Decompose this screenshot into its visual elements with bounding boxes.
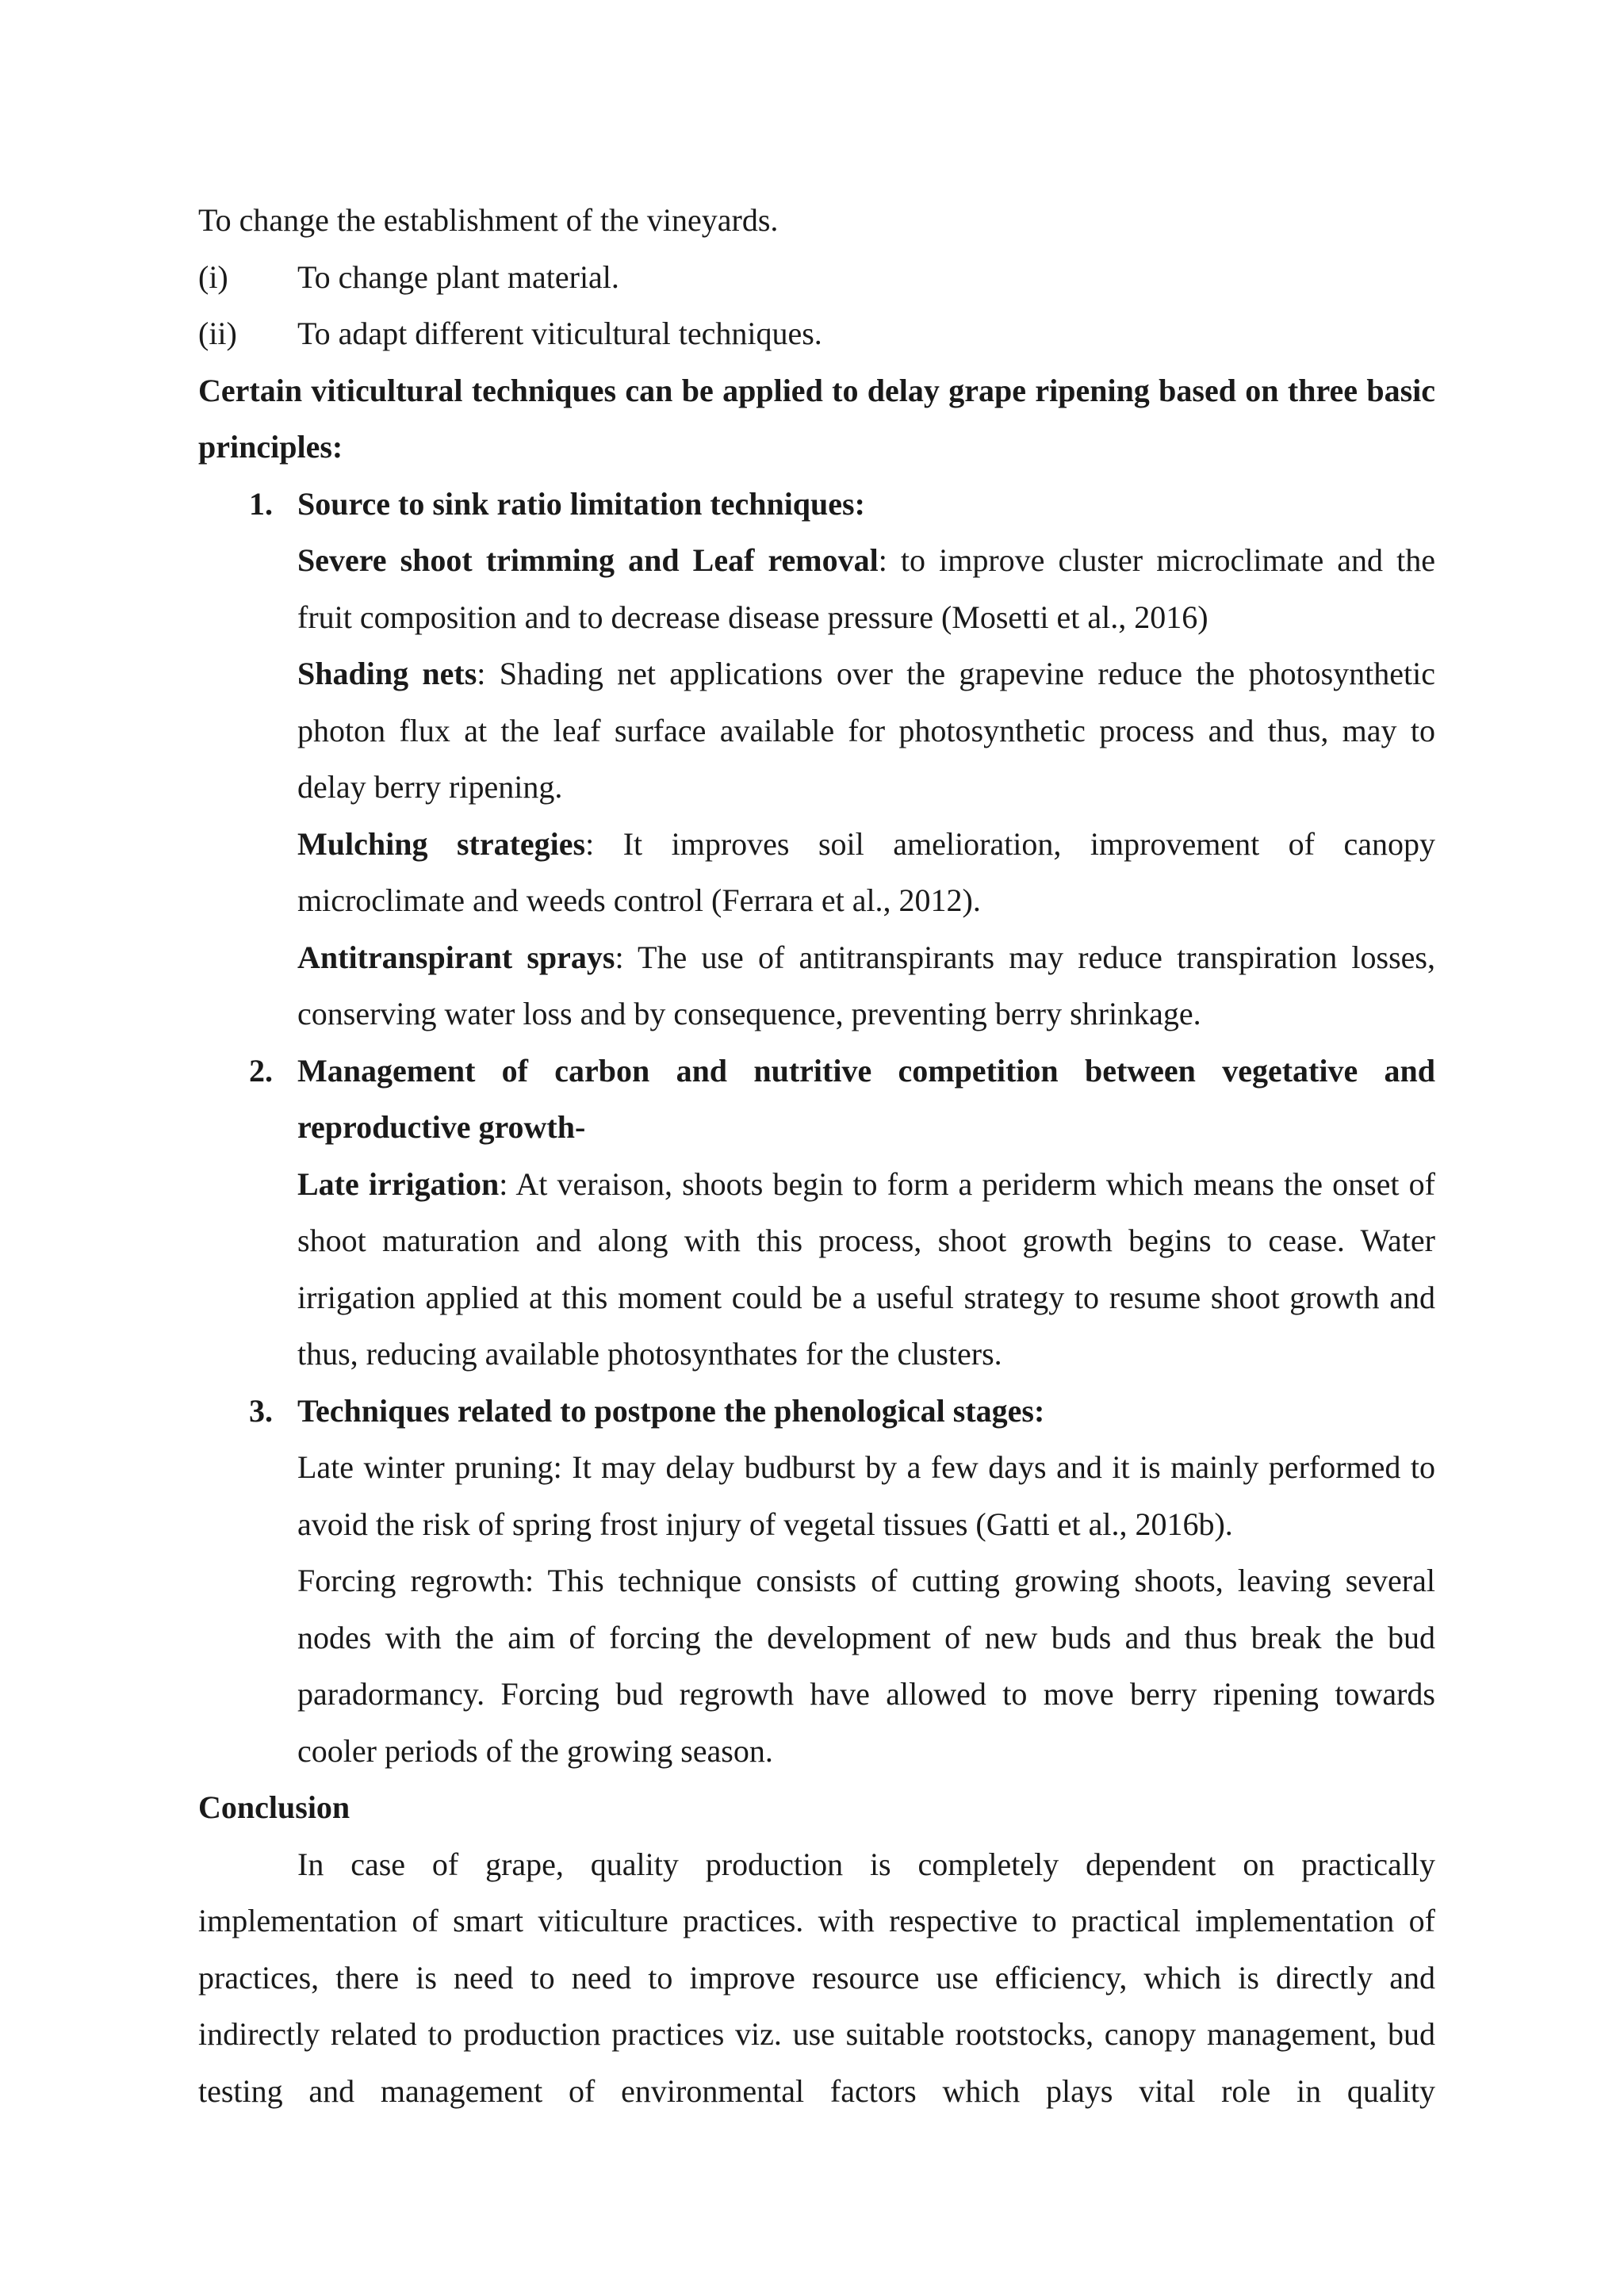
technique-text: : It improves soil amelioration, improvement of canopy microclimate and weeds control (Ferrara et al., 2012). xyxy=(297,825,1435,918)
principles-heading: Certain viticultural techniques can be applied to delay grape ripening based on three basic principles: xyxy=(198,372,1435,465)
section-number: 2. xyxy=(249,1052,273,1089)
section-number: 3. xyxy=(249,1392,273,1429)
technique-paragraph xyxy=(297,816,1435,929)
roman-item-text: To change plant material. xyxy=(297,258,619,295)
technique-paragraph xyxy=(297,645,1435,816)
roman-item xyxy=(198,249,1435,306)
section-heading xyxy=(198,1043,1435,1156)
technique-paragraph: Forcing regrowth: This technique consists of cutting growing shoots, leaving several nodes with the aim of forcing the development of new buds and thus break the bud paradormancy. Forcing bud regrowth have allowed to move berry ripening towards cooler periods of the growing season. xyxy=(297,1563,1435,1769)
roman-item-text: To adapt different viticultural techniques. xyxy=(297,316,822,351)
technique-text: : At veraison, shoots begin to form a periderm which means the onset of shoot maturation and along with this process, shoot growth begins to cease. Water irrigation applied at this moment could be a useful strategy to resume shoot growth and thus, reducing available photosynthates for the clusters. xyxy=(297,1165,1435,1372)
technique-paragraph xyxy=(297,929,1435,1043)
technique-paragraph: Late winter pruning: It may delay budburst by a few days and it is mainly performed to avoid the risk of spring frost injury of vegetal tissues (Gatti et al., 2016b). xyxy=(297,1449,1435,1542)
conclusion-heading: Conclusion xyxy=(198,1789,350,1825)
technique-paragraph xyxy=(297,532,1435,645)
roman-item xyxy=(198,305,1435,362)
intro-line: To change the establishment of the vineyards. xyxy=(198,202,779,238)
section-title: Management of carbon and nutritive competition between vegetative and reproductive growth- xyxy=(297,1052,1435,1145)
technique-term: Mulching strategies xyxy=(297,825,586,862)
section-heading xyxy=(198,476,1435,533)
technique-text: : to improve cluster microclimate and the fruit composition and to decrease disease pressure (Mosetti et al., 2016) xyxy=(297,542,1435,635)
technique-paragraph xyxy=(297,1156,1435,1383)
conclusion-paragraph: In case of grape, quality production is completely dependent on practically implementation of smart viticulture practices. with respective to practical implementation of practices, there is need to need to improve resource use efficiency, which is directly and indirectly related to production practices viz. use suitable rootstocks, canopy management, bud testing and management of environmental factors which plays vital role in quality xyxy=(198,1846,1435,2109)
roman-item-number: (i) xyxy=(198,258,228,295)
section-title: Source to sink ratio limitation techniques: xyxy=(297,485,865,522)
technique-text: : The use of antitranspirants may reduce transpiration losses, conserving water loss and by consequence, preventing berry shrinkage. xyxy=(297,939,1436,1031)
technique-term: Severe shoot trimming and Leaf removal xyxy=(297,542,879,578)
section-number: 1. xyxy=(249,485,273,522)
technique-term: Antitranspirant sprays xyxy=(297,939,615,975)
technique-term: Shading nets xyxy=(297,656,477,691)
section-title: Techniques related to postpone the phenological stages: xyxy=(297,1392,1045,1429)
technique-term: Late irrigation xyxy=(297,1165,500,1202)
roman-item-number: (ii) xyxy=(198,316,237,351)
section-heading xyxy=(198,1383,1435,1440)
technique-text: : Shading net applications over the grapevine reduce the photosynthetic photon flux at the leaf surface available for photosynthetic process and thus, may to delay berry ripening. xyxy=(297,656,1435,805)
